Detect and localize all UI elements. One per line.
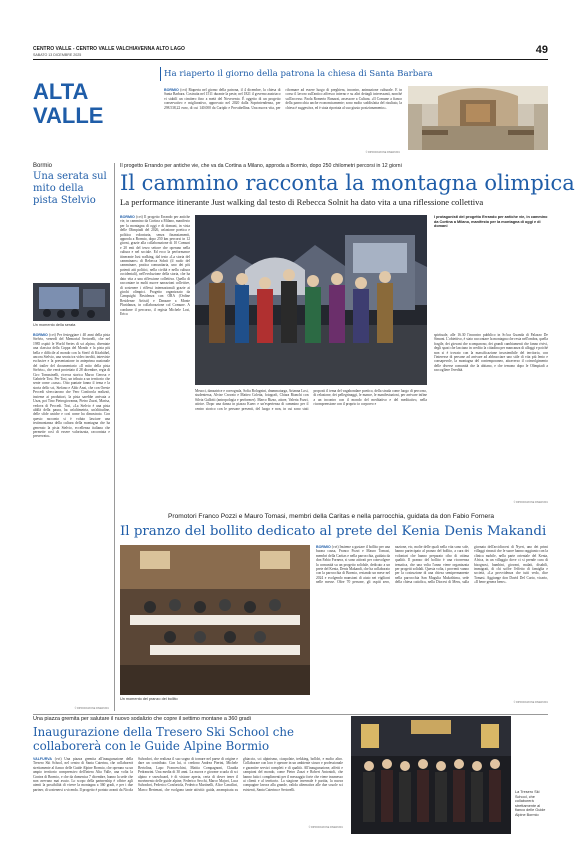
body-text-right: spirituale, alle 16.30 l'incontro pubblico in Sc'toa Guanda di Palazzo De Simoni. L'obiettivo, è stato raccontare la montagna che resta nell'ombra, quella fragile, dei giovani che scomparono, dei grandi cambiamenti che fanno rivivi, degli spazi che lasciano in credito la cittadina per mancanza di alloggi e poichè non si è trovato con la massificazione insostenibile del territorio, con l'interesse di persone ad arrivare ad abbracciare uno stile di vita più lento e consapevole, la montagna del contemporaneo, attraverso il coinvolgimento delle diverse comunità che la abitano, e che temono dopo le Olimpiadi a raccogliere l'eredità. [434,333,548,373]
sidebar-photo-caption: Un momento della serata [33,323,76,327]
body-text: (cvt) Riaperta nel giorno della patrona, il 4 dicembre, la chiesa di Santa Barbara. Costruita nel 1511 durante la peste, nel 1821 il governo austriaco vi stabilì un cimitero fino a metà del Novecento. È oggetto di un progetto conservativo e migliorativo, approvato nel 2020 dalla Soprintendenza, per 298.538,22 euro, di cui 140.000 da Cariplo e Provabellina. Una nuova vita, per riformare ad essere luogo di preghiera, incontro, animazione culturale. È in corso il lavoro sull'antico affresco interno e su altri dettagli interessanti, nonché sull'accesso. Paola Romerio Bonazzi, assessore a Cultura. «Il Comune a fianco della parrocchia anche economicamente; sono molto soddisfatta del risultato, la chiesa è suggestiva, ed è stata riportata al suo giusto posizionamento». [164,88,402,110]
serata-photo [33,283,110,321]
headline: Inaugurazione della Tresero Ski School che collaborerà con le Guide Alpine Bormio [33,725,294,753]
bollito-image [120,545,310,695]
article-body-right [434,333,548,499]
kicker: BORMIO [316,545,331,549]
kicker: BORMIO [120,215,135,219]
section-label [33,80,143,138]
cammino-group-image [195,215,427,385]
copyright: © RIPRODUZIONE RISERVATA [308,826,343,829]
headline: Il pranzo del bollito dedicato al prete del Kenia Denis Makandi [120,524,547,539]
serata-image [33,283,110,321]
copyright: © RIPRODUZIONE RISERVATA [513,501,548,504]
column-divider [114,163,115,711]
sidebar-copyright: © RIPRODUZIONE RISERVATA [74,707,109,710]
sidebar-body [33,333,110,705]
article-santa-barbara [160,64,548,156]
tresero-image [351,716,511,834]
page-number: 49 [535,44,548,56]
article-body [316,545,548,699]
church-interior-image [408,86,548,150]
bollito-photo-caption: Un momento del pranzo del bollito [120,697,178,701]
section-line1: ALTA [33,79,89,104]
article-tresero [33,716,548,836]
tresero-photo [351,716,511,834]
subhead: La performance itinerante Just walking dal testo di Rebecca Solnit ha dato vita a una riflessione collettiva [120,197,484,207]
header-date: SABATO 13 DICEMBRE 2025 [33,53,82,57]
cammino-group-photo [195,215,427,385]
tresero-photo-caption: La Tresero Ski School, che collaborerà strettamente al fianco delle Guide Alpine Bormio [515,790,546,817]
sidebar-kicker: Bormio [33,163,53,169]
body-text: (cvt) Una piazza gremita all'inaugurazione della Tresero Ski School, nel centro di Santa Caterina, che collaborerà strettamente al fianco delle Guide Alpine Bormio, che operano su un ampio territorio comprensivo dell'intera Alta Valle, una volta la Contea di Bormio, e che da domenica 7 dicembre, hanno la sede che non avevano mai avuto. Lo scopo della partnership è offrire agli utenti la possibilità di vivere la montagna a 360 gradi, e per i due partner, di sostenersi a vicenda. Il progetto è portato avanti da Nicola Salvadori, che realizza il suo sogno di tornare nel paese di origine e dare un contributo. Con lui, ci credono Andrea Pierini, Michele Bertolina, Lapo Franceschini, Mattia Compagnoni, Claudia Pedranzini. Una media di 30 anni. La nuova e giovane scuola di sci alpino e snowboard, è di visione aperta, certa di dover tener il movimento delle guide alpine, Federico Secchi, Marco Majori, Luca Salvadori, Federico Confortola, Federico Martinelli, Alice Cancilini, Marco Bertenasi, che svolgono tante attività: guida, arrampicata su ghiaccio, sci alpinismo, ciaspolate, trekking, bolldri, e molto altro. Collaborare con loro è operare in un ambiente sicuro e professionale e garantire servizi completi e di qualità. All'inaugurazione, affetti e campioni del mondo, come Pietro Zazzi e Robert Antonioli, che hanno fatto i complimenti per il messaggio forte che viene trasmesso ai clienti e al territorio. La stagione invernale è partita, la nuova compagine lavora alla grande, valida alternativa alle due scuole sci esistenti, Santa Caterina e Sertorelli. [33,757,343,792]
cammino-photo-caption: I protagonisti del progetto Errando per antiche vie, in cammino da Cortina a Milano, manifesto per la montagna di oggi e di domani [434,215,548,229]
headline: Il cammino racconta la montagna olimpica [120,171,575,195]
overline: Il progetto Errando per antiche vie, che va da Cortina a Milano, approda a Bormio, dopo 250 chilometri percorsi in 12 giorni [120,163,402,169]
article-body-left [120,215,190,505]
overline: Una piazza gremita per salutare il nuovo sodalizio che copre il settimo montane a 360 gradi [33,716,251,722]
headline-rule [160,67,161,81]
body-text-left: (cvt) Il progetto Errando per antiche vie, in cammino da Cortina a Milano, manifesto per la montagna di oggi e di domani, in vista delle Olimpiadi del 2026, un'azione poetica e politica volontaria, senza finanziamenti, approda a Bormio, dopo 250 km percorsi in 12 giorni, grazie alla collaborazione di 10 Comuni e 20 enti del terzo settore che operano nella cultura e nel sociale. Ed ecco la performance itinerante Just walking, dal testo «La storia del camminare» di Rebecca Solnit (il ruolo del camminare, pratica comunitaria, uno dei più potenti atti politici, nella civiltà e nella cultura occidentali), nell'evoluzione della storia, che ha dato vita a una riflessione collettiva. Quella di raccontare in molti nuove narrazioni collettive, di sostenere i riflessi internazionali grazie ai giochi olimpici. Progetto organizzato da Campsight Residenza con ORA (Ordine Residenze Artisti) e Danzare a Monte Pluridanza, in collaborazione col Comune. A condurre il percorso, il regista Michele Losi, Erica [120,215,190,316]
article-bollito [120,513,548,711]
section-divider [33,714,548,715]
headline: Ha riaperto il giorno della patrona la chiesa di Santa Barbara [164,69,433,79]
church-interior-photo [408,86,548,150]
copyright: © RIPRODUZIONE RISERVATA [365,151,400,154]
kicker: BORMIO [164,88,179,92]
article-body [164,88,402,152]
copyright: © RIPRODUZIONE RISERVATA [513,701,548,704]
kicker: VALFURVA [33,757,52,761]
section-line2: VALLE [33,103,104,128]
sidebar-headline: Una serata sul mito della pista Stelvio [33,171,107,206]
sidebar-stelvio [33,163,110,711]
body-text-mid: Meucci, danzatrice e coreografa, Sofia Bolognini, drammaturga, Arianna Losi, studentessa, Alvise Crovato e Matteo Coletta, fotografi, Chiara Bianchi con Silvia Gallotti (antropologia e performer). Marco Rizzo, attore, Valeria Fozzi, attrice. Dopo una danza in piazza Kuerc e un'esperienza di cammino per il centro storico con le persone presenti, del luogo e non, in cui sono stati proposti il tema del vagabondare poetico, della strada come luogo di percorso, di relazione, dei pellegrinaggi, le mance, le manifestazioni, per arrivare infine a un incontro con il mondo del meditativo e del meditativo, nella ricomprensione con il proprio io corporeo e [195,389,427,411]
overline: Promotori Franco Pozzi e Mauro Tomasi, membri della Caritas e nella parrocchia, guidata da don Fabio Fornera [168,513,495,520]
article-body-mid [195,389,427,505]
header-title: CENTRO VALLE - CENTRO VALLE VALCHIAVENNA ALTO LAGO [33,46,185,52]
body-text: (cvt) Insieme a gustare il bollito per una buona causa, Franco Pozzi e Mauro Tomasi, membri della Caritas e nella parrocchia, guidata da don Fabio Fornera, si sono attivati per coinvolgere la comunità su un progetto solidale, dedicato a un prete del Kenia, Denis Makandi, che ha collaborato con la parrocchia di Bormio, restando un mese nel 2024 e svolgendo mansioni di aiuto nei vigilioni nelle messe. Oltre 70 persone, gli ospiti zero, nazione, etc, molte delle quali nella vita sono sole, hanno partecipato al pranzo del bollito, a cura dei volontari che hanno preparato cibo di ottima qualità. Il pranzo del bollito è una ricorrenza tematica, che una volta l'anno viene organizzata per progetti solidali. Questa volta, i proventi vanno per la costruzione di una chiesa semipermanente nella parrocchia San Mugulia Mukothima, sede della chiesa cattolica, nella Diocesi di Meru, sulla giornata dell'arcidiocesi di Nyeri, uno dei primi villaggi rimasti che le suore hanno raggiunto con la clinica mobile, nella parte orientale del Kenia, Africa, in un villaggio dove ci si prende cura di bisognosi, bambini, giovani, malati, disabili, immigrati, di chi soffre l'effetto di famiglia e società, «La provvidenza che tutti vedo, dice Tomasi. Aggiunge don David Del Curto, vicario, «Il bene genera bene». [316,545,548,585]
sidebar-text: (cvt) Per festeggiare i 40 anni della pista Stelvio, venerdì del Memorial Sertorelli, che nel 1985 ospitò le World Series di sci alpino, diventate una classica della Coppa del Mondo e la pista più bella e difficile al mondo con la Streif di Kitzbühel, ancora Stelvio, una serata tra video inediti, interviste esclusive e la presentazione in anteprima nazionale del trailer del documentario «Il mito della pista Stelvio», che verrà proiettato il 28 dicembre, regia di Ciro Tomasinelli, ricerca storica Marco Gerosa e Gabriele Tosi. Per Tosi, un tributo a un territorio che sente come «casa». Otto puntate fanno il tema e la storia dello sci, Stefano e Aldo Anzi, che con Oreste Peccedi sfrecciarono che Vero Conforola realizzò, insieme ai produttori, la pista sarebbe arrivata a Uzza, poi Tino Pietrogiovanna, Pietro Zuzzi, Marisa, vedova di Peccedi. Tosi, «La Stelvio è una pista aldilà della paura, ha un'altimetria, un'altitudine, delle sfide uniche e così come ha dimostrato. Con questo racconto si è voluto lasciare una testimonianza della cultura della montagna che ha generato la pista Stelvio, eccellenza italiana che permette così di essere valorizzata, raccontata e preservata». [33,333,110,439]
article-body [33,757,343,835]
page-header [33,44,548,60]
bollito-photo [120,545,310,695]
sidebar-text-kicker: BORMIO [33,333,48,337]
article-cammino [120,163,575,507]
